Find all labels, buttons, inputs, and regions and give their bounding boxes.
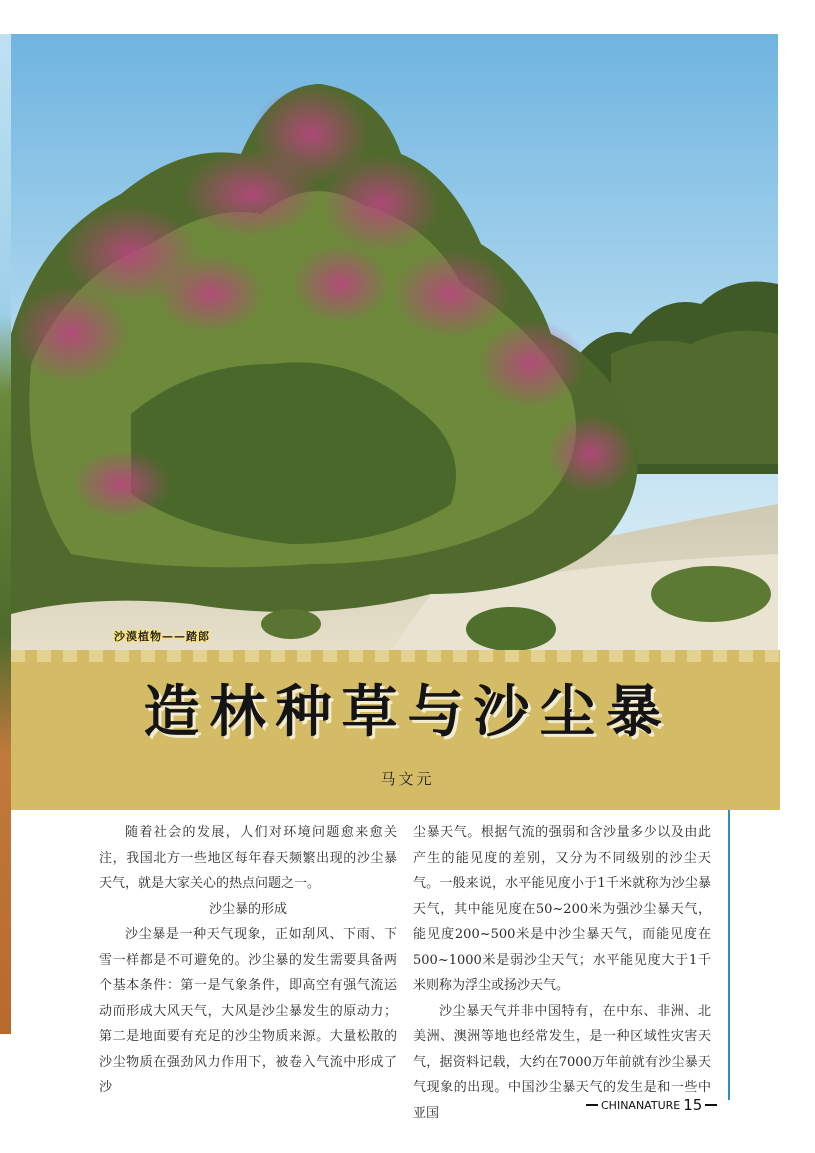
paragraph: 沙尘暴是一种天气现象，正如刮风、下雨、下雪一样都是不可避免的。沙尘暴的发生需要具备两个基本条件：第一是气象条件，即高空有强气流运动而形成大风天气，大风是沙尘暴发生的原动力；第二是地面要有充足的沙尘物质来源。大量松散的沙尘物质在强劲风力作用下，被卷入气流中形成了沙 — [99, 927, 397, 1095]
page-number: 15 — [683, 1096, 703, 1114]
page-footer — [586, 1096, 717, 1114]
left-edge-photo-strip — [0, 34, 11, 1034]
hero-photo — [11, 34, 778, 650]
photo-caption: 沙漠植物——踏郎 — [114, 630, 210, 643]
article-column-right — [413, 820, 711, 1126]
footer-dash-right — [705, 1104, 717, 1106]
article-column-left — [99, 820, 397, 1101]
footer-brand: CHINANATURE — [601, 1098, 681, 1112]
article-title: 造林种草与沙尘暴 — [143, 680, 672, 745]
article-author: 马文元 — [380, 770, 435, 788]
paragraph: 随着社会的发展，人们对环境问题愈来愈关注，我国北方一些地区每年春天频繁出现的沙尘暴天气，就是大家关心的热点问题之一。 — [99, 825, 397, 891]
footer-dash-left — [586, 1104, 598, 1106]
section-heading: 沙尘暴的形成 — [208, 901, 287, 917]
paragraph: 尘暴天气。根据气流的强弱和含沙量多少以及由此产生的能见度的差别，又分为不同级别的沙尘天气。一般来说，水平能见度小于1千米就称为沙尘暴天气，其中能见度在50~200米为强沙尘暴天气，能见度200~500米是中沙尘暴天气，而能见度在500~1000米是弱沙尘天气；水平能见度大于1千米则称为浮尘或扬沙天气。 — [413, 825, 711, 993]
accent-rule — [728, 810, 730, 1100]
desert-shrub-illustration — [11, 34, 778, 650]
paragraph: 沙尘暴天气并非中国特有，在中东、非洲、北美洲、澳洲等地也经常发生，是一种区域性灾害天气，据资料记载，大约在7000万年前就有沙尘暴天气现象的出现。中国沙尘暴天气的发生是和一些中亚国 — [413, 1003, 711, 1121]
title-band-pattern — [11, 650, 780, 662]
